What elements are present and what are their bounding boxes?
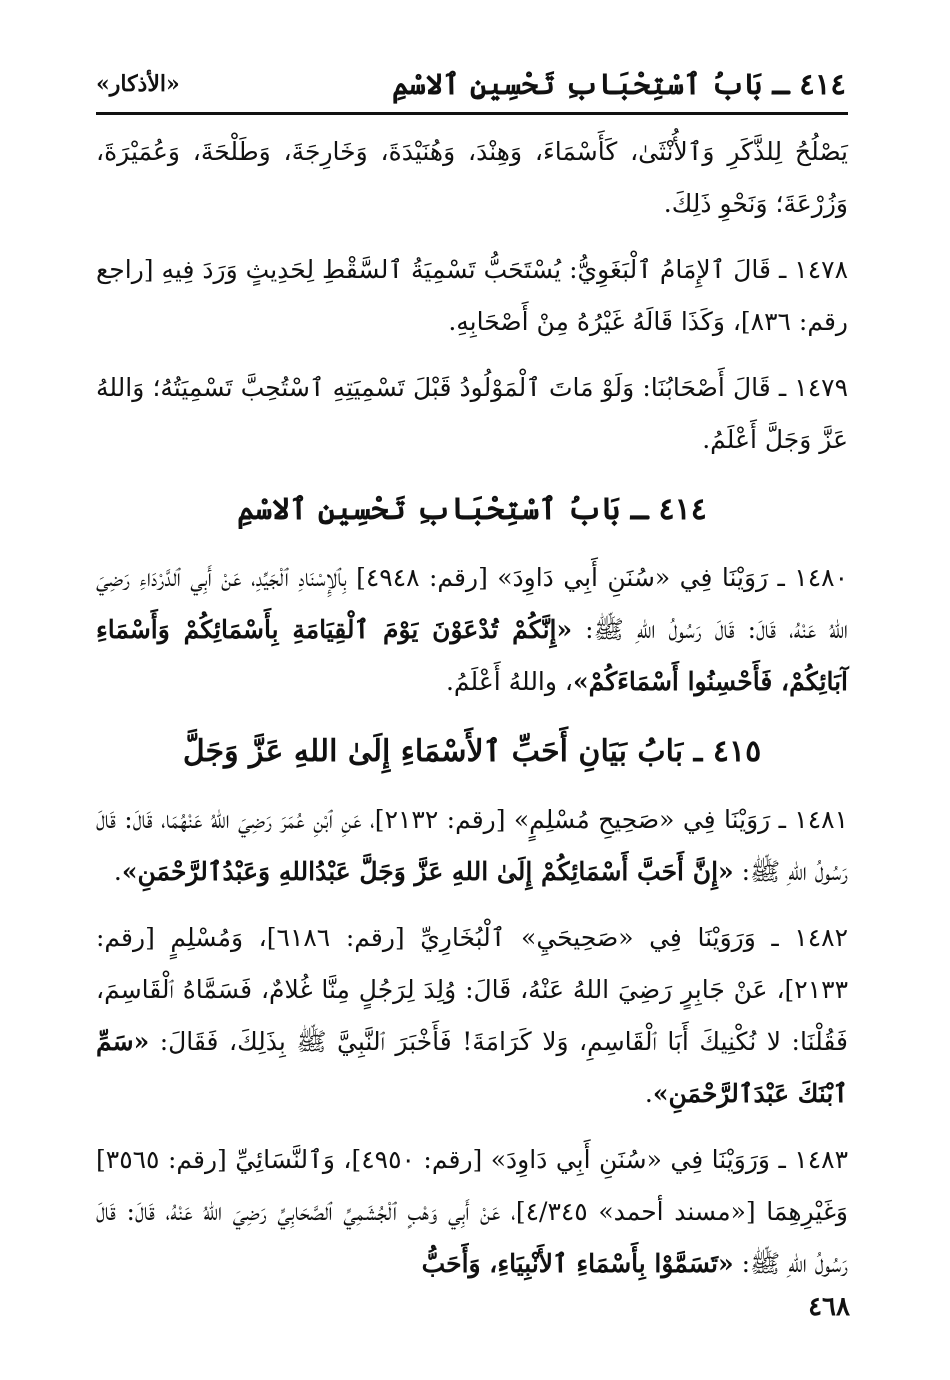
section-heading-415: ٤١٥ ـ بَابُ بَيَانِ أَحَبِّ ٱلأَسْمَاءِ إِلَىٰ اللهِ عَزَّ وَجَلَّ xyxy=(182,734,762,769)
paragraph-1478 xyxy=(96,244,848,348)
paragraph-text: . xyxy=(644,1079,653,1108)
hadith-quote: «إِنَّ أَحَبَّ أَسْمَائِكُمْ إِلَىٰ اللهِ عَزَّ وَجَلَّ عَبْدُاللهِ وَعَبْدُٱلرَّحْمَنِ» xyxy=(121,857,734,886)
paragraph-text: ١٤٨٢ ـ وَرَوَيْنَا فِي «صَحِيحَيِ» ٱلْبُخَارِيِّ [رقم: ٦١٨٦]، وَمُسْلِمٍ [رقم: ٢١٣٣]، عَنْ جَابِرٍ رَضِيَ اللهُ عَنْهُ، قَالَ: وُلِدَ لِرَجُلٍ مِنَّا غُلامٌ، فَسَمَّاهُ ٱلْقَاسِمَ، فَقُلْنَا: لا نُكْنِيكَ أَبَا ٱلْقَاسِمِ، وَلا كَرَامَةَ! فَأَخْبَرَ ٱلنَّبِيَّ ﷺ بِذَلِكَ، فَقَالَ: xyxy=(96,923,848,1056)
paragraph-text: ١٤٨١ ـ رَوَيْنَا فِي «صَحِيحِ مُسْلِمٍ» [رقم: ٢١٣٢]، عَنِ ٱبْنِ عُمَرَ رَضِيَ اللهُ عَنْهُمَا، قَالَ: قَالَ رَسُولُ اللهِ ﷺ: xyxy=(96,805,849,886)
paragraph-1480 xyxy=(96,552,848,708)
hadith-quote: «سَمِّ ٱبْنَكَ عَبْدَٱلرَّحْمَنِ» xyxy=(96,1027,848,1108)
section-heading-414: ٤١٤ ـ بَابُ ٱسْتِحْبَابِ تَحْسِينِ ٱلاسْمِ xyxy=(237,492,707,527)
paragraph-text: ١٤٨٠ ـ رَوَيْنَا فِي «سُنَنِ أَبِي دَاوِدَ» [رقم: ٤٩٤٨] بِٱلإِسْنَادِ ٱلْجَيِّدِ، عَنْ أَبِي ٱلدَّرْدَاءِ رَضِيَ اللهُ عَنْهُ، قَالَ: قَالَ رَسُولُ اللهِ ﷺ: xyxy=(96,563,848,644)
page-number: ٤٦٨ xyxy=(808,1292,850,1322)
header-book-title: «الأذكار» xyxy=(96,71,180,97)
running-header xyxy=(96,62,846,106)
paragraph-text: ، واللهُ أَعْلَمُ. xyxy=(445,667,573,696)
hadith-quote: «تَسَمَّوْا بِأَسْمَاءِ ٱلأَنْبِيَاءِ، وَأَحَبُّ xyxy=(421,1249,734,1278)
header-chapter-title: ٤١٤ ـ بَابُ ٱسْتِحْبَابِ تَحْسِينِ ٱلاسْمِ xyxy=(391,67,846,101)
paragraph-text: . xyxy=(113,857,122,886)
hadith-quote: «إِنَّكُمْ تُدْعَوْنَ يَوْمَ ٱلْقِيَامَةِ بِأَسْمَائِكُمْ وَأَسْمَاءِ آبَائِكُمْ، فَأَحْسِنُوا أَسْمَاءَكُمْ» xyxy=(96,615,848,696)
paragraph-text: ١٤٧٨ ـ قَالَ ٱلإِمَامُ ٱلْبَغَوِيُّ: يُسْتَحَبُّ تَسْمِيَةُ ٱلسَّقْطِ لِحَدِيثٍ وَرَدَ فِيهِ [راجع رقم: ٨٣٦]، وَكَذَا قَالَهُ غَيْرُهُ مِنْ أَصْحَابِهِ. xyxy=(96,255,848,336)
paragraph-1483 xyxy=(96,1134,848,1290)
paragraph-1479 xyxy=(96,362,848,466)
paragraph-text: ١٤٧٩ ـ قَالَ أَصْحَابُنَا: وَلَوْ مَاتَ ٱلْمَوْلُودُ قَبْلَ تَسْمِيَتِهِ ٱسْتُحِبَّ تَسْمِيَتُهُ؛ وَاللهُ عَزَّ وَجَلَّ أَعْلَمُ. xyxy=(96,373,848,454)
paragraph-text: ١٤٨٣ ـ وَرَوَيْنَا فِي «سُنَنِ أَبِي دَاوِدَ» [رقم: ٤٩٥٠]، وَٱلنَّسَائِيِّ [رقم: ٣٥٦٥] وَغَيْرِهِمَا [«مسند أحمد» ٤/٣٤٥]، عَنْ أَبِي وَهْبٍ ٱلْجُشَمِيِّ ٱلصَّحَابِيِّ رَضِيَ اللهُ عَنْهُ، قَالَ: قَالَ رَسُولُ اللهِ ﷺ: xyxy=(96,1145,848,1278)
paragraph-1481 xyxy=(96,794,848,898)
header-rule xyxy=(96,112,848,115)
paragraph-continuation xyxy=(96,126,848,230)
paragraph-1482 xyxy=(96,912,848,1120)
paragraph-text: يَصْلُحُ لِلذَّكَرِ وَٱلأُنْثَىٰ، كَأَسْمَاءَ، وَهِنْدَ، وَهُنَيْدَةَ، وَخَارِجَةَ، وَطَلْحَةَ، وَعُمَيْرَةَ، وَزُرْعَةَ؛ وَنَحْوِ ذَلِكَ. xyxy=(96,137,848,218)
page-body xyxy=(96,126,848,1304)
